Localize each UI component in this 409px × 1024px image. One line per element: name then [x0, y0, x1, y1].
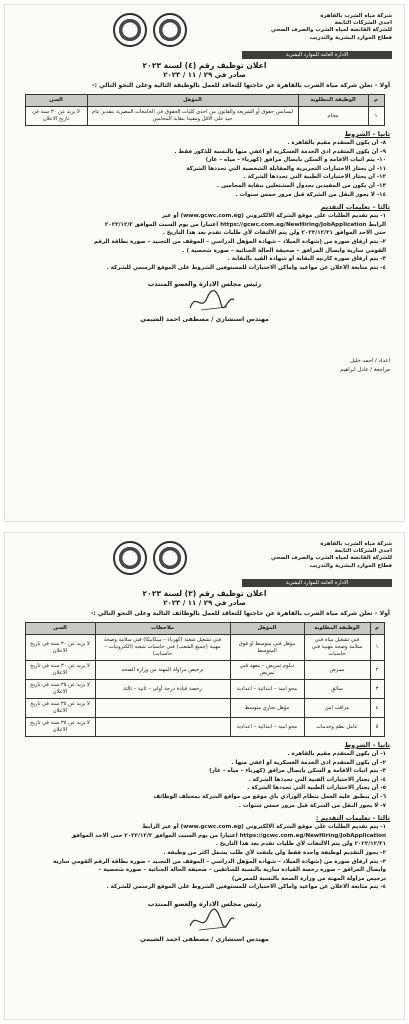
table-row [25, 635, 384, 661]
list-item: ١٣- أن يكون من المقيدين بجدول المشتغلين بنقابة المحامين . [217, 182, 386, 189]
row-number: ٣ [370, 680, 384, 699]
sector-name: قطاع الموارد البشرية والتدريب [309, 34, 392, 41]
col-age-header: السن [25, 623, 95, 635]
signature-area [5, 908, 404, 936]
intro-text: أولا – تعلن شركة مياه الشرب بالقاهرة عن حاجتها للتعاقد للعمل بالوظائف التالية وعلى النحو التالي :- [90, 610, 390, 617]
list-item: ١- أن يكون المتقدم مقيم بالقاهرة . [287, 751, 386, 757]
col-number-header: م [370, 623, 384, 635]
letterhead [5, 533, 404, 589]
signatory-name: مهندس استشاري / مصطفى احمد الشيمي [140, 935, 269, 943]
table-row [25, 680, 384, 699]
list-item: ٥- أن يجتاز الاختبارات الطبية التي تحددها الشركة . [247, 785, 386, 792]
company-logo-icon [113, 541, 147, 575]
list-item: https://gcwc.com.eg/NewHiring/JobApplication اعتبارا من يوم السبت الموافق ٢٠٢٣/١٢/٢ حتى الاحد الموافق [71, 832, 386, 839]
col-qualification-header: المؤهل [87, 95, 298, 107]
col-number-header: م [368, 95, 384, 107]
company-name: شركة مياه الشرب بالقاهرة [320, 13, 392, 19]
issue-date: صادر في ٢٩ / ١١ / ٢٠٢٣ [163, 599, 246, 607]
table-row [25, 718, 384, 737]
list-item: ٣- يتم ارفاق صورة كارنيه النقابة أو شهادة القيد بالنقابة . [227, 256, 386, 263]
reviewed-by: مراجعة / عادل ابراهيم [340, 367, 390, 374]
announcement-page-3 [4, 532, 405, 1020]
conditions-list [5, 750, 404, 810]
age-limit: لا يزيد عن ٣٥ سنة في تاريخ الاعلان [25, 680, 95, 699]
notes: رخصة قيادة درجة أولى – ثانية – ثالثة [95, 680, 230, 699]
table-row [25, 661, 384, 680]
conditions-list [5, 139, 404, 199]
job-title: فني تشغيل مياه فني سلامة وصحة مهنية فني حاسبات [304, 635, 370, 661]
list-item: ٢- يتم ارفاق صورة من (شهادة الميلاد – شهادة المؤهل الدراسي – الموقف من التجنيد – صورة بطاقة الرقم [93, 238, 386, 245]
job-title: محام [298, 107, 368, 126]
job-title: سائق [304, 680, 370, 699]
list-item: ٨- أن يكون المتقدم مقيم بالقاهرة . [287, 140, 386, 146]
chairman-title: رئيس مجلس الادارة والعضو المنتدب [147, 280, 262, 289]
notes [95, 718, 230, 737]
instructions-heading: ثالثا – تعليمات التقديم : [315, 814, 390, 823]
list-item: ٩- أن يكون المتقدم ادى الخدمة العسكرية او اعفي منها بالنسبة للذكور فقط . [174, 148, 386, 155]
col-job-header: الوظيفة المطلوبة [298, 95, 368, 107]
notes: فني تشغيل شعبة (كهرباء – ميكانيكا) فني سلامة وصحة مهنية (جميع الشعب) فني حاسبات شعبة (الكترونيات – حاسبات) [95, 635, 230, 661]
list-item: ٤- أن يجتاز الاختبارات الفنية التي تحددها الشركة . [248, 776, 386, 783]
row-number: ١ [370, 635, 384, 661]
list-item: ٦- أن ينطبق عليه العمل بنظام الورادي بأي موقع من مواقع الشركة بمختلف الوظائف [153, 793, 386, 800]
row-number: ٥ [370, 718, 384, 737]
row-number: ١ [368, 107, 384, 126]
company-name: شركة مياه الشرب بالقاهرة [320, 541, 392, 547]
handwritten-signature-icon [187, 908, 237, 934]
prepared-by: اعداد / احمد خليل [349, 358, 390, 365]
list-item: ٤- يتم متابعة الاعلان عن مواعيد واماكن الاختبارات للمستوفين الشروط على الموقع الرسمي للشركة . [106, 884, 386, 891]
company-name-block [242, 13, 392, 42]
signatory-name: مهندس استشاري / مصطفى احمد الشيمي [140, 316, 269, 324]
jobs-table [25, 94, 385, 126]
list-item: القومي سارية وايصال المرافق – صحيفة الحالة الجنائية – صورة شخصية ) . [182, 247, 386, 254]
announcement-page-4 [4, 4, 405, 522]
age-limit: لا يزيد عن ٣٥ سنة في تاريخ الاعلان [25, 718, 95, 737]
table-header-row [25, 623, 384, 635]
col-age-header: السن [25, 95, 87, 107]
company-logo-icon [113, 13, 147, 47]
jobs-table [25, 622, 385, 737]
issue-date: صادر في ٢٩ / ١١ / ٢٠٢٣ [163, 71, 246, 79]
list-item: ٣- يتم ارفاق صورة من (شهادة الميلاد – شهادة المؤهل الدراسي – الموقف من التجنيد – صورة بطاقة الرقم القومي سارية [53, 858, 386, 865]
col-qualification-header: المؤهل [230, 623, 304, 635]
conditions-heading: ثانيا – الشروط [344, 130, 390, 138]
qualification: مؤهل تجاري متوسط [230, 699, 304, 718]
intro-text: أولا – تعلن شركة مياه الشرب بالقاهرة عن حاجتها للتعاقد للعمل بالوظيفة التالية وعلى النحو التالي :- [92, 82, 390, 89]
list-item: ٢٠٢٣/١٢/٣١ ولن يتم الالتفات لأي طلبات تقدم بعد هذا التاريخ . [215, 841, 386, 848]
company-name-block [242, 541, 392, 570]
department-banner: الادارة العامة للموارد البشرية [242, 51, 392, 59]
list-item: ٣- يتم اثبات الاقامة و السكن بايصال مرافق (كهرباء – مياه – غاز) [209, 768, 386, 775]
age-limit: لا يزيد عن ٣٠ سنة في تاريخ الاعلان [25, 107, 87, 126]
list-item: حتى الاحد الموافق ٢٠٢٣/١٢/٣١ ولن يتم الالتفات لأي طلبات تقدم بعد هذا التاريخ . [162, 230, 386, 237]
job-title: مراقب امن [304, 699, 370, 718]
instructions-heading: ثالثا – تعليمات التقديم [320, 203, 390, 212]
qualification: مؤهل فني متوسط او فوق المتوسط [230, 635, 304, 661]
list-item: الرابط https://gcwc.com.eg/NewHiring/JobApplication اعتبارا من يوم السبت الموافق ٢٠٢٣/١٢/٢ [104, 221, 386, 228]
list-item: ١- يتم تقديم الطلبات على موقع الشركة الالكتروني (www.gcwc.com.eg) أو عبر [161, 213, 386, 220]
job-title: ممرض [304, 661, 370, 680]
chairman-title: رئيس مجلس الادارة والعضو المنتدب [147, 899, 262, 908]
row-number: ٤ [370, 699, 384, 718]
col-job-header: الوظيفة المطلوبة [304, 623, 370, 635]
conditions-heading: ثانيا – الشروط [344, 741, 390, 749]
signature-area [5, 288, 404, 316]
sector-name: قطاع الموارد البشرية والتدريب [309, 562, 392, 569]
list-item: وايصال المرافق – صورة رخصة القيادة سارية بالنسبة للسائقين – صحيفة الحالة الجنائية – صورة شخصية – [98, 867, 386, 874]
list-item: ٧- لا يجوز النقل من الشركة قبل مرور خمس سنوات . [238, 802, 386, 809]
col-notes-header: ملاحظات [95, 623, 230, 635]
qualification: دبلوم تمريض – معهد فني تمريض [230, 661, 304, 680]
list-item: ١٠- يتم اثبات الاقامة و السكن بايصال مرافق (كهرباء – مياه – غاز) [205, 157, 386, 164]
company-affiliation: احدى الشركات التابعة [334, 20, 392, 27]
list-item: ١٢- أن يجتاز الاختبارات الطبية التي تحددها الشركة . [243, 174, 386, 181]
instructions-list [5, 212, 404, 272]
list-item: ٢- يجوز التقديم لوظيفة واحدة فقط ولن يلتفت لأي طلب يشمل اكثر من وظيفة . [163, 849, 386, 856]
notes [95, 699, 230, 718]
notes: ترخيص مزاولة المهنة من وزارة الصحة [95, 661, 230, 680]
age-limit: لا يزيد عن ٣٠ سنة في تاريخ الاعلان [25, 635, 95, 661]
announcement-title: اعلان توظيف رقم (٤) لسنة ٢٠٢٣ [142, 61, 267, 70]
qualification: محو امية – ابتدائية – اعدادية [230, 718, 304, 737]
row-number: ٢ [370, 661, 384, 680]
age-limit: لا يزيد عن ٣٥ سنة في تاريخ الاعلان [25, 699, 95, 718]
list-item: ١- يتم تقديم الطلبات على موقع الشركة الالكتروني (www.gcwc.com.eg) أو عبر الرابط [142, 824, 386, 831]
age-limit: لا يزيد عن ٣٠ سنة في تاريخ الاعلان [25, 661, 95, 680]
letterhead [5, 5, 404, 61]
qualification: محو امية – ابتدائية – اعدادية [230, 680, 304, 699]
company-affiliation: احدى الشركات التابعة [334, 548, 392, 555]
table-header-row [25, 95, 384, 107]
holding-company-logo-icon [153, 13, 187, 47]
list-item: ٤- يتم متابعة الاعلان عن مواعيد واماكن الاختبارات للمستوفين الشروط على الموقع الرسمي للشركة . [106, 264, 386, 271]
holding-company-name: للشركة القابضة لمياه الشرب والصرف الصحي [270, 555, 392, 562]
instructions-list [5, 823, 404, 892]
announcement-title: اعلان توظيف رقم (٣) لسنة ٢٠٢٣ [142, 589, 267, 598]
list-item: ١٤- لا يجوز النقل من الشركة قبل مرور خمس سنوات . [235, 191, 386, 198]
holding-company-logo-icon [153, 541, 187, 575]
holding-company-name: للشركة القابضة لمياه الشرب والصرف الصحي [270, 27, 392, 34]
job-title: عامل نظم وخدمات [304, 718, 370, 737]
department-banner: الادارة العامة للموارد البشرية [242, 579, 392, 587]
handwritten-signature-icon [187, 288, 237, 314]
table-row [25, 699, 384, 718]
list-item: ترخيص مزاولة المهنة من وزارة الصحة بالنسبة للممرض) [231, 875, 386, 882]
list-item: ٢- أن يكون المتقدم ادى الخدمة العسكرية او اعفي منها . [231, 759, 386, 766]
table-row [25, 107, 384, 126]
list-item: ١١- أن يجتاز الاختبارات التحريرية والمقابلة الشخصية التي تحددها الشركة [186, 165, 386, 172]
qualification: ليسانس حقوق أو الشريعة والقانون من احدى كليات الحقوق في الجامعات المصرية بتقدير عام جيد على الاقل ومقيدا بنقابة المحامين [87, 107, 298, 126]
